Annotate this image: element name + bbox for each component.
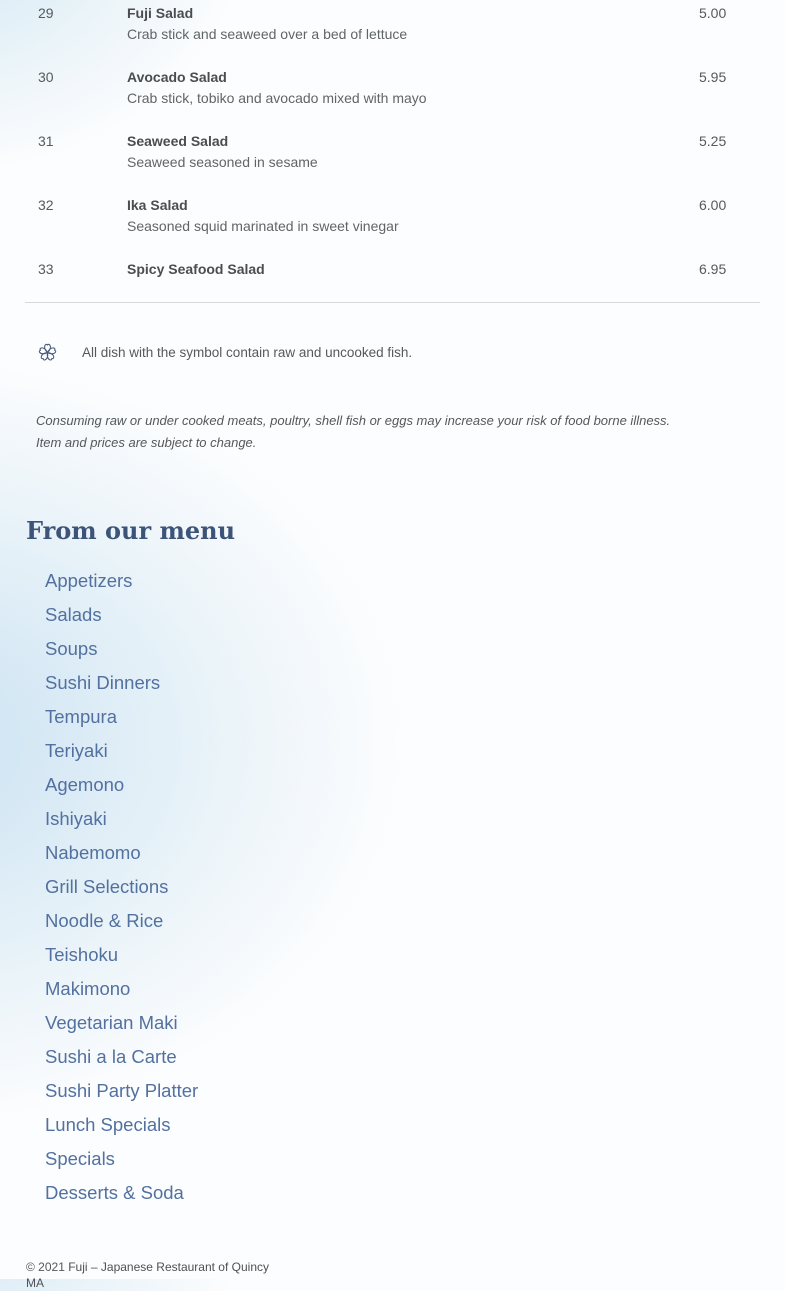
menu-items-list: [0, 0, 785, 280]
menu-nav-link-soups[interactable]: Soups: [45, 638, 98, 659]
menu-nav-link-sushi-a-la-carte[interactable]: Sushi a la Carte: [45, 1046, 177, 1067]
menu-item-row: [0, 67, 785, 109]
menu-nav-link-teriyaki[interactable]: Teriyaki: [45, 740, 108, 761]
item-number: 33: [38, 261, 54, 277]
menu-nav-link-sushi-dinners[interactable]: Sushi Dinners: [45, 672, 161, 693]
item-price: 5.00: [699, 5, 727, 21]
item-number: 30: [38, 69, 54, 85]
item-description: Seaweed seasoned in sesame: [127, 154, 318, 170]
menu-item-row: [0, 195, 785, 237]
menu-item-row: [0, 259, 785, 280]
menu-nav-item: [45, 1075, 785, 1109]
disclaimer-line-1: Consuming raw or under cooked meats, poultry, shell fish or eggs may increase your risk of food borne illness.: [36, 413, 671, 428]
item-main: [127, 3, 699, 45]
menu-nav-link-desserts-soda[interactable]: Desserts & Soda: [45, 1182, 184, 1203]
menu-nav-item: [45, 871, 785, 905]
item-price: 5.25: [699, 133, 727, 149]
menu-nav-item: [45, 837, 785, 871]
footer-site-name-link[interactable]: Fuji – Japanese Restaurant of Quincy MA: [26, 1260, 269, 1290]
item-price: 6.00: [699, 197, 727, 213]
menu-nav-link-noodle-rice[interactable]: Noodle & Rice: [45, 910, 164, 931]
item-main: [127, 131, 699, 173]
item-main: [127, 195, 699, 237]
item-description: Seasoned squid marinated in sweet vinegar: [127, 218, 399, 234]
menu-nav-link-vegetarian-maki[interactable]: Vegetarian Maki: [45, 1012, 178, 1033]
item-main: [127, 67, 699, 109]
menu-nav-item: [45, 1007, 785, 1041]
menu-nav-item: [45, 1177, 785, 1211]
item-name: Avocado Salad: [127, 69, 227, 85]
item-description: Crab stick and seaweed over a bed of lettuce: [127, 26, 408, 42]
item-name: Fuji Salad: [127, 5, 194, 21]
menu-nav-item: [45, 1109, 785, 1143]
menu-nav-link-tempura[interactable]: Tempura: [45, 706, 117, 727]
menu-nav-item: [45, 1143, 785, 1177]
menu-nav-link-grill-selections[interactable]: Grill Selections: [45, 876, 169, 897]
menu-nav-link-agemono[interactable]: Agemono: [45, 774, 125, 795]
item-number: 32: [38, 197, 54, 213]
menu-nav-item: [45, 599, 785, 633]
menu-nav-item: [45, 905, 785, 939]
menu-item-row: [0, 131, 785, 173]
item-number: 29: [38, 5, 54, 21]
sakura-flower-icon: [36, 341, 59, 364]
disclaimer: [0, 410, 785, 454]
menu-nav-link-ishiyaki[interactable]: Ishiyaki: [45, 808, 107, 829]
item-price: 5.95: [699, 69, 727, 85]
item-name: Seaweed Salad: [127, 133, 229, 149]
menu-nav-item: [45, 565, 785, 599]
disclaimer-line-2: Item and prices are subject to change.: [36, 435, 257, 450]
menu-nav-list: [0, 565, 785, 1211]
menu-nav-item: [45, 667, 785, 701]
footer-copyright: © 2021: [26, 1260, 69, 1274]
menu-nav-link-salads[interactable]: Salads: [45, 604, 102, 625]
footer: [26, 1259, 288, 1291]
item-name: Ika Salad: [127, 197, 188, 213]
menu-nav-item: [45, 973, 785, 1007]
section-divider: [25, 302, 760, 303]
item-name: Spicy Seafood Salad: [127, 261, 265, 277]
item-price: 6.95: [699, 261, 727, 277]
item-main: [127, 259, 699, 280]
menu-item-row: [0, 3, 785, 45]
menu-nav-link-sushi-party-platter[interactable]: Sushi Party Platter: [45, 1080, 199, 1101]
menu-nav-item: [45, 735, 785, 769]
menu-nav-link-lunch-specials[interactable]: Lunch Specials: [45, 1114, 171, 1135]
menu-nav-item: [45, 769, 785, 803]
menu-nav-item: [45, 803, 785, 837]
menu-nav-item: [45, 633, 785, 667]
menu-nav-link-appetizers[interactable]: Appetizers: [45, 570, 133, 591]
menu-nav-link-specials[interactable]: Specials: [45, 1148, 115, 1169]
menu-nav-link-nabemomo[interactable]: Nabemomo: [45, 842, 141, 863]
raw-fish-note: [0, 341, 785, 364]
raw-fish-note-text: All dish with the symbol contain raw and uncooked fish.: [82, 345, 413, 360]
menu-nav-link-makimono[interactable]: Makimono: [45, 978, 131, 999]
menu-nav-item: [45, 1041, 785, 1075]
item-number: 31: [38, 133, 54, 149]
item-description: Crab stick, tobiko and avocado mixed with mayo: [127, 90, 427, 106]
menu-section-title: From our menu: [26, 516, 236, 545]
menu-nav-item: [45, 939, 785, 973]
menu-nav-link-teishoku[interactable]: Teishoku: [45, 944, 119, 965]
menu-nav-item: [45, 701, 785, 735]
